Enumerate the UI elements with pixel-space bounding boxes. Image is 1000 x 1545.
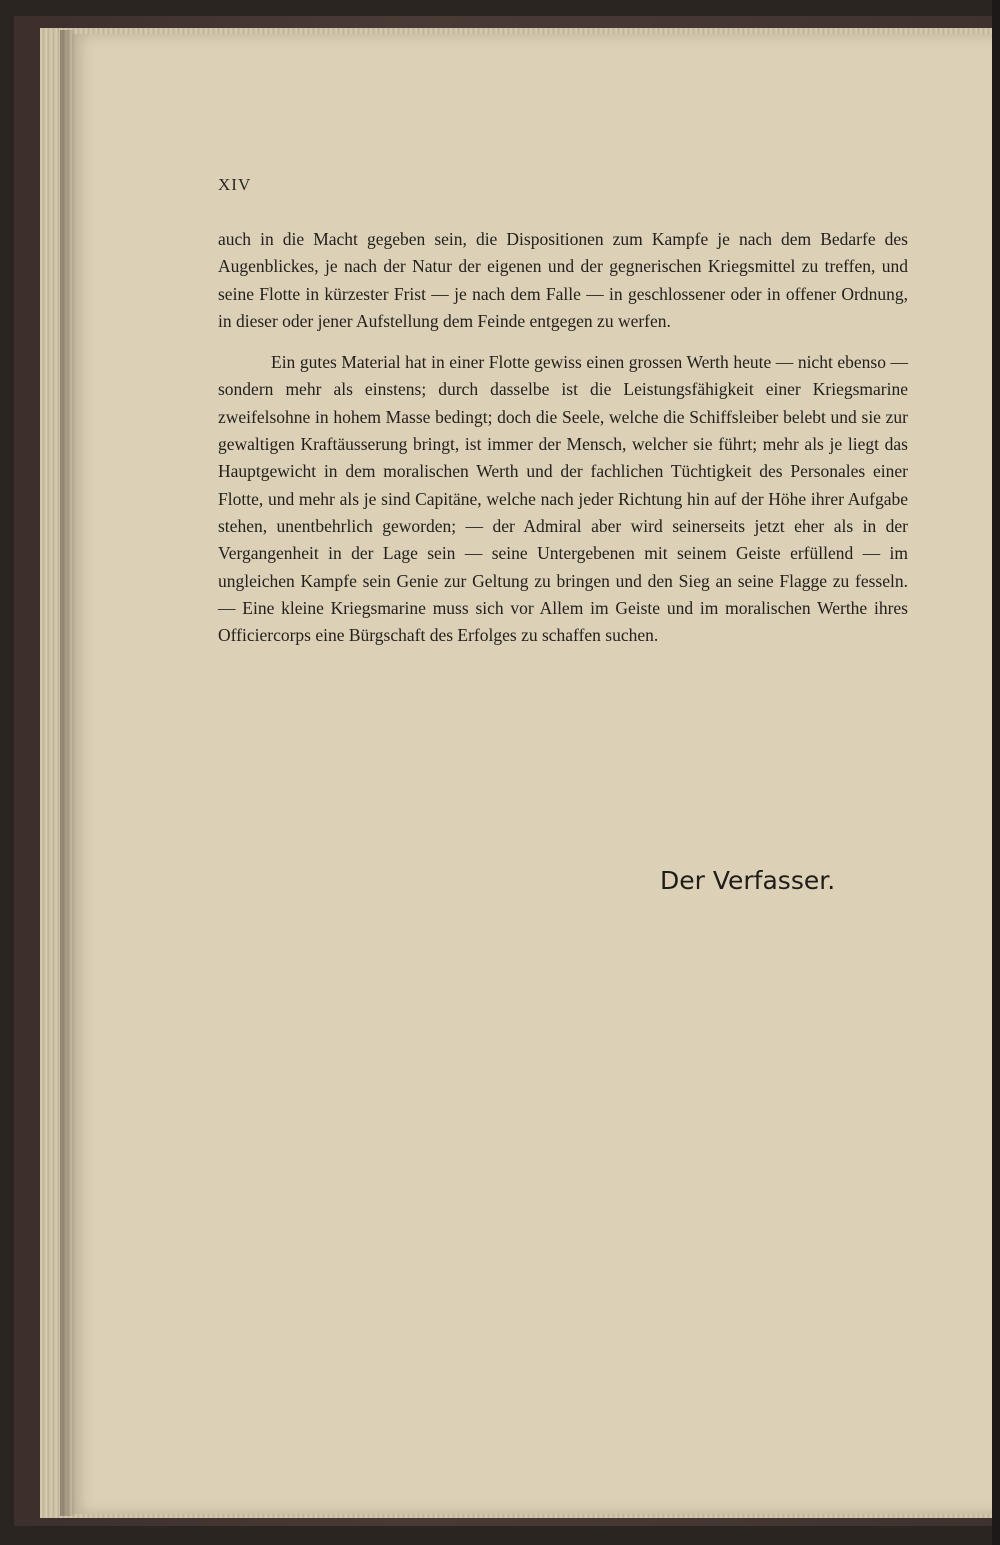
paragraph-1: auch in die Macht gegeben sein, die Dispositionen zum Kampfe je nach dem Bedarfe des Augenblickes, je nach der Natur der eigenen und der gegnerischen Kriegsmittel zu treffen, und seine Flotte in kürzester Frist — je nach dem Falle — in geschlossener oder in offener Ordnung, in dieser oder jener Aufstellung dem Feinde entgegen zu werfen. xyxy=(218,229,908,331)
page-number: XIV xyxy=(218,175,252,194)
scan-border xyxy=(992,0,1000,1545)
paragraph-2: Ein gutes Material hat in einer Flotte gewiss einen grossen Werth heute — nicht ebenso — sondern mehr als einstens; durch dasselbe ist die Leistungsfähigkeit einer Kriegsmarine zweifelsohne in hohem Masse bedingt; doch die Seele, welche die Schiffsleiber belebt und sie zur gewaltigen Kraftäusserung bringt, ist immer der Mensch, welcher sie führt; mehr als je liegt das Hauptgewicht in dem moralischen Werth und der fachlichen Tüchtigkeit des Personales einer Flotte, und mehr als je sind Capitäne, welche nach jeder Richtung hin auf der Höhe ihrer Aufgabe stehen, unentbehrlich geworden; — der Admiral aber wird seinerseits jetzt eher als in der Vergangenheit in der Lage sein — seine Untergebenen mit seinem Geiste erfüllend — im ungleichen Kampfe sein Genie zur Geltung zu bringen und den Sieg an seine Flagge zu fesseln. — Eine kleine Kriegsmarine muss sich vor Allem im Geiste und im moralischen Werthe ihres Officiercorps eine Bürgschaft des Erfolges zu schaffen suchen. xyxy=(218,352,908,646)
body-text xyxy=(218,226,908,649)
spine-shadow xyxy=(60,30,76,1516)
author-signature: Der Verfasser. xyxy=(660,866,836,895)
